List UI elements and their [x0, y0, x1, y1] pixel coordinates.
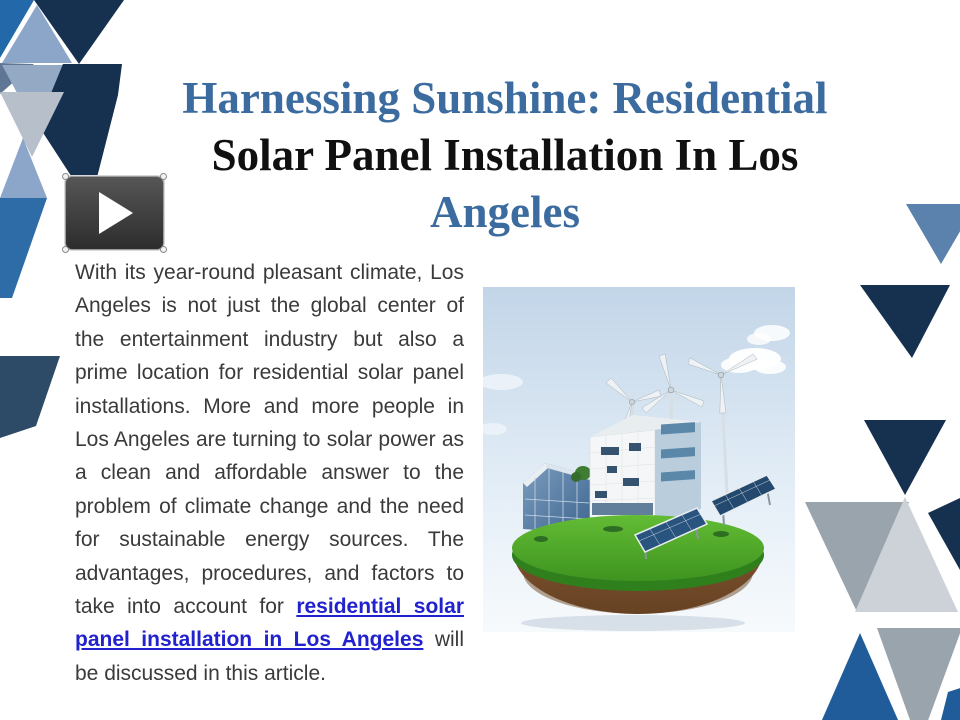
- eco-energy-illustration: [483, 287, 795, 632]
- title-line-3: Angeles: [430, 187, 580, 237]
- body-text-after: will be discussed in this article.: [75, 628, 464, 685]
- selection-handle: [160, 173, 167, 180]
- title-line-2: Solar Panel Installation In Los: [211, 130, 799, 180]
- white-building: [590, 415, 701, 525]
- selection-handle: [160, 246, 167, 253]
- body-text-before: With its year-round pleasant climate, Los Angeles is not just the global center of the entertainment industry but also a prime location for residential solar panel installations. More and more people in Los Angeles are turning to solar power as a clean and affordable answer to the problem of climate change and the need for sustainable energy sources. The advantages, procedures, and factors to take into account for: [75, 261, 464, 619]
- body-link[interactable]: residential solar panel installation in Los Angeles: [75, 595, 464, 652]
- selection-handle: [62, 173, 69, 180]
- page-title: [80, 70, 930, 241]
- grass-top: [512, 515, 764, 581]
- body-paragraph: [75, 256, 464, 690]
- selection-handle: [62, 246, 69, 253]
- title-line-1: Harnessing Sunshine: Residential: [182, 73, 828, 123]
- island-shadow: [521, 615, 745, 631]
- play-button[interactable]: [65, 176, 164, 250]
- play-icon: [99, 192, 133, 234]
